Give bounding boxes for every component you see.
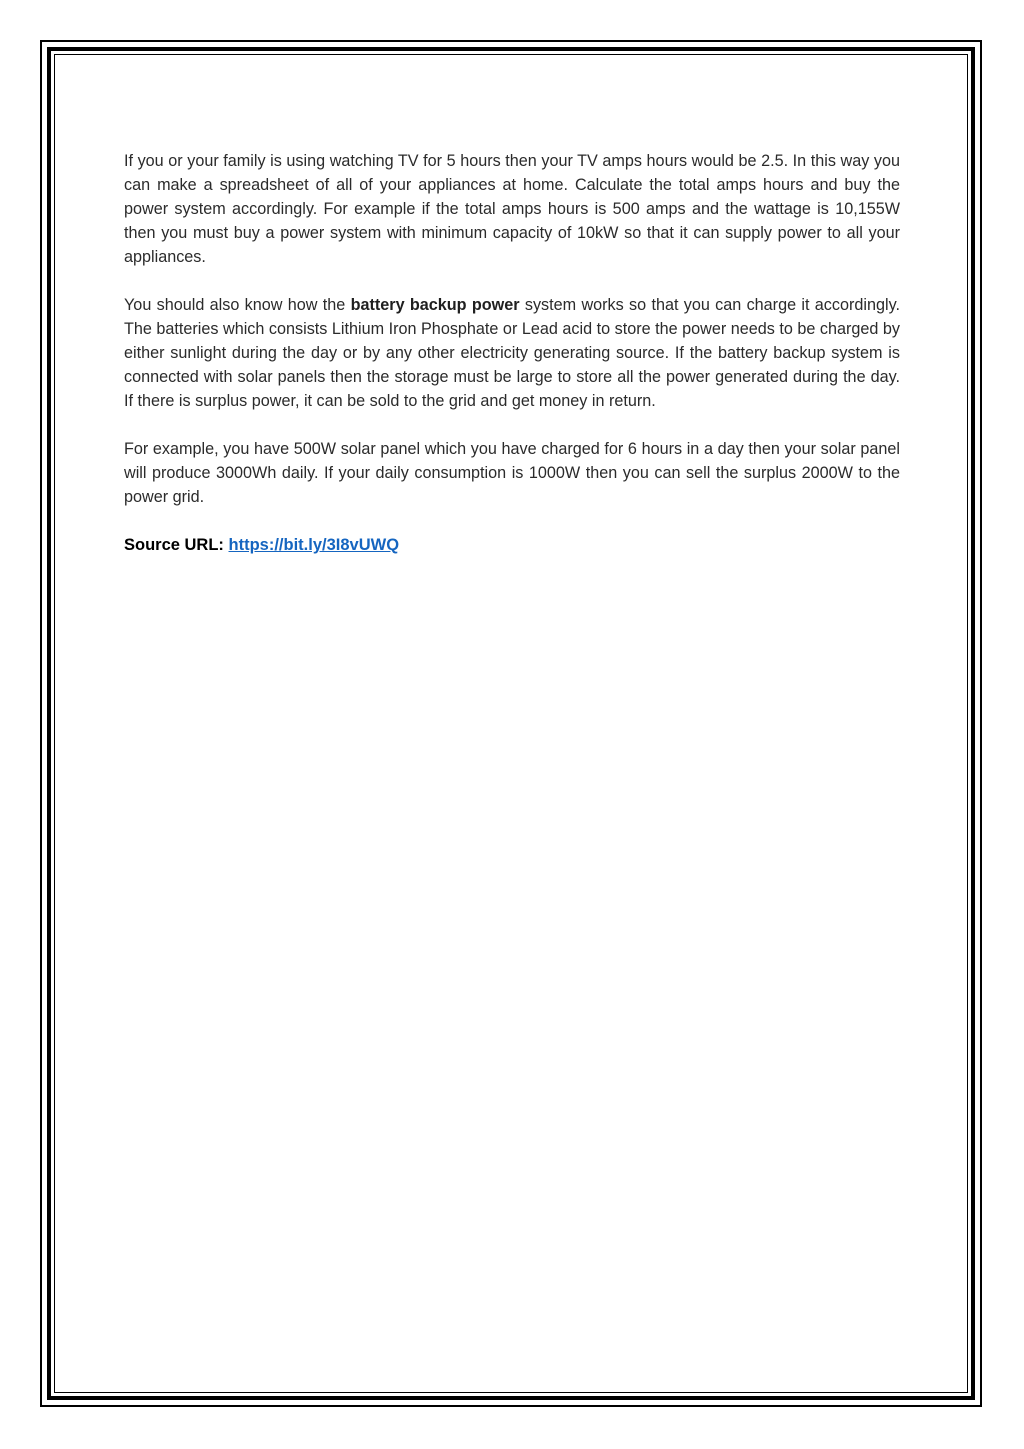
source-link[interactable]: https://bit.ly/3I8vUWQ — [228, 536, 400, 554]
paragraph-2 — [124, 293, 900, 413]
paragraph-2-intro: You should also know how the — [124, 296, 351, 314]
source-label: Source URL: — [124, 536, 229, 554]
source-line — [124, 533, 900, 557]
bold-phrase: battery backup power — [350, 296, 520, 314]
paragraph-1: If you or your family is using watching TV for 5 hours then your TV amps hours would be 2.5. In this way you can make a spreadsheet of all of your appliances at home. Calculate the total amps hours and buy the power system accordingly. For example if the total amps hours is 500 amps and the wattage is 10,155W then you must buy a power system with minimum capacity of 10kW so that it can supply power to all your appliances. — [124, 152, 900, 266]
paragraph-2-rest: system works so that you can charge it accordingly. The batteries which consists Lithium Iron Phosphate or Lead acid to store the power needs to be charged by either sunlight during the day or by any other electricity generating source. If the battery backup system is connected with solar panels then the storage must be large to store all the power generated during the day. If there is surplus power, it can be sold to the grid and get money in return. — [124, 296, 900, 410]
paragraph-3: For example, you have 500W solar panel which you have charged for 6 hours in a day then your solar panel will produce 3000Wh daily. If your daily consumption is 1000W then you can sell the surplus 2000W to the power grid. — [124, 440, 900, 506]
document-body — [124, 149, 900, 557]
